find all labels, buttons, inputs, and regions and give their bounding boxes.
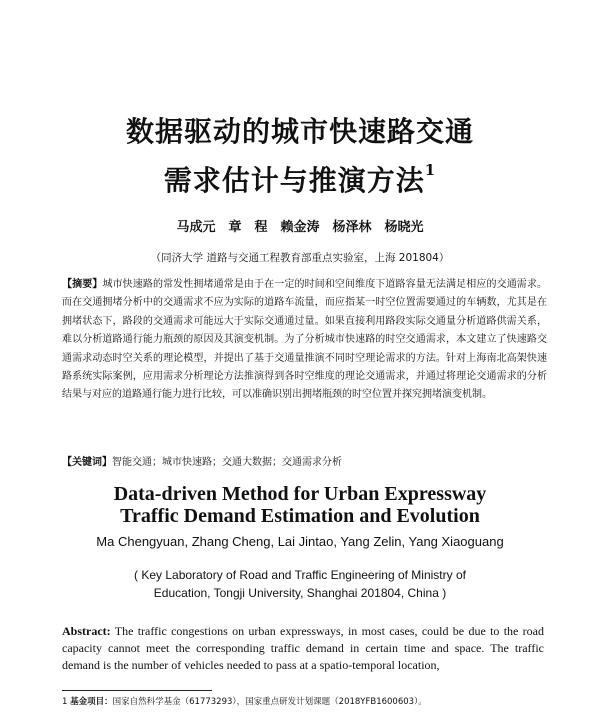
english-abstract-text: The traffic congestions on urban expressways, in most cases, could be due to the road capacity cannot meet the corresponding traffic demand in certain time and space. The traffic demand is the number of vehicles needed to pass at a spatio-temporal location, — [62, 624, 544, 672]
footnote-mark: 1 — [62, 697, 68, 707]
english-authors: Ma Chengyuan, Zhang Cheng, Lai Jintao, Yang Zelin, Yang Xiaoguang — [96, 534, 504, 549]
chinese-keywords-label: 【关键词】 — [62, 457, 112, 468]
chinese-abstract-label: 【摘要】 — [62, 279, 103, 290]
chinese-title-line-1: 数据驱动的城市快速路交通 — [125, 115, 474, 148]
title-footnote-mark: 1 — [424, 161, 437, 179]
footnote-label: 基金项目： — [70, 697, 113, 707]
english-affiliation-line-2: Education, Tongji University, Shanghai 201804, China ) — [153, 586, 447, 600]
english-abstract — [62, 623, 544, 674]
chinese-affiliation: （同济大学 道路与交通工程教育部重点实验室，上海 201804） — [150, 252, 450, 264]
footnote-text: 国家自然科学基金（61773293），国家重点研发计划课题（2018YFB1600603）。 — [112, 697, 427, 707]
chinese-keywords — [62, 453, 547, 468]
chinese-abstract-text: 城市快速路的常发性拥堵通常是由于在一定的时间和空间维度下道路容量无法满足相应的交通需求。而在交通拥堵分析中的交通需求不应为实际的道路车流量，而应指某一时空位置需要通过的车辆数，尤其是在拥堵状态下，路段的交通需求可能远大于实际交通通过量。如果直接利用路段实际交通量分析道路供需关系，难以分析道路通行能力瓶颈的原因及其演变机制。为了分析城市快速路的时空交通需求，本文建立了快速路交通需求动态时空关系的理论模型，并提出了基于交通量推演不同时空理论需求的方法。针对上海南北高架快速路系统实际案例，应用需求分析理论方法推演得到各时空维度的理论交通需求，并通过将理论交通需求的分析结果与对应的道路通行能力进行比较，可以准确识别出拥堵瓶颈的时空位置并探究拥堵演变机制。 — [62, 279, 548, 401]
english-title-line-1: Data-driven Method for Urban Expressway — [113, 483, 487, 505]
chinese-title-line-2: 需求估计与推演方法$^1$ — [163, 161, 437, 197]
english-affiliation-line-1: ( Key Laboratory of Road and Traffic Engineering of Ministry of — [134, 568, 466, 582]
chinese-abstract — [62, 276, 547, 405]
english-affiliation — [0, 566, 600, 602]
chinese-authors: 马成元 章 程 赖金涛 杨泽林 杨晓光 — [176, 220, 424, 235]
footnote-divider — [62, 690, 212, 691]
chinese-keywords-text: 智能交通；城市快速路；交通大数据；交通需求分析 — [112, 457, 342, 468]
english-abstract-label: Abstract: — [62, 624, 111, 638]
english-title-line-2: Traffic Demand Estimation and Evolution — [120, 505, 480, 527]
funding-footnote — [62, 695, 582, 707]
